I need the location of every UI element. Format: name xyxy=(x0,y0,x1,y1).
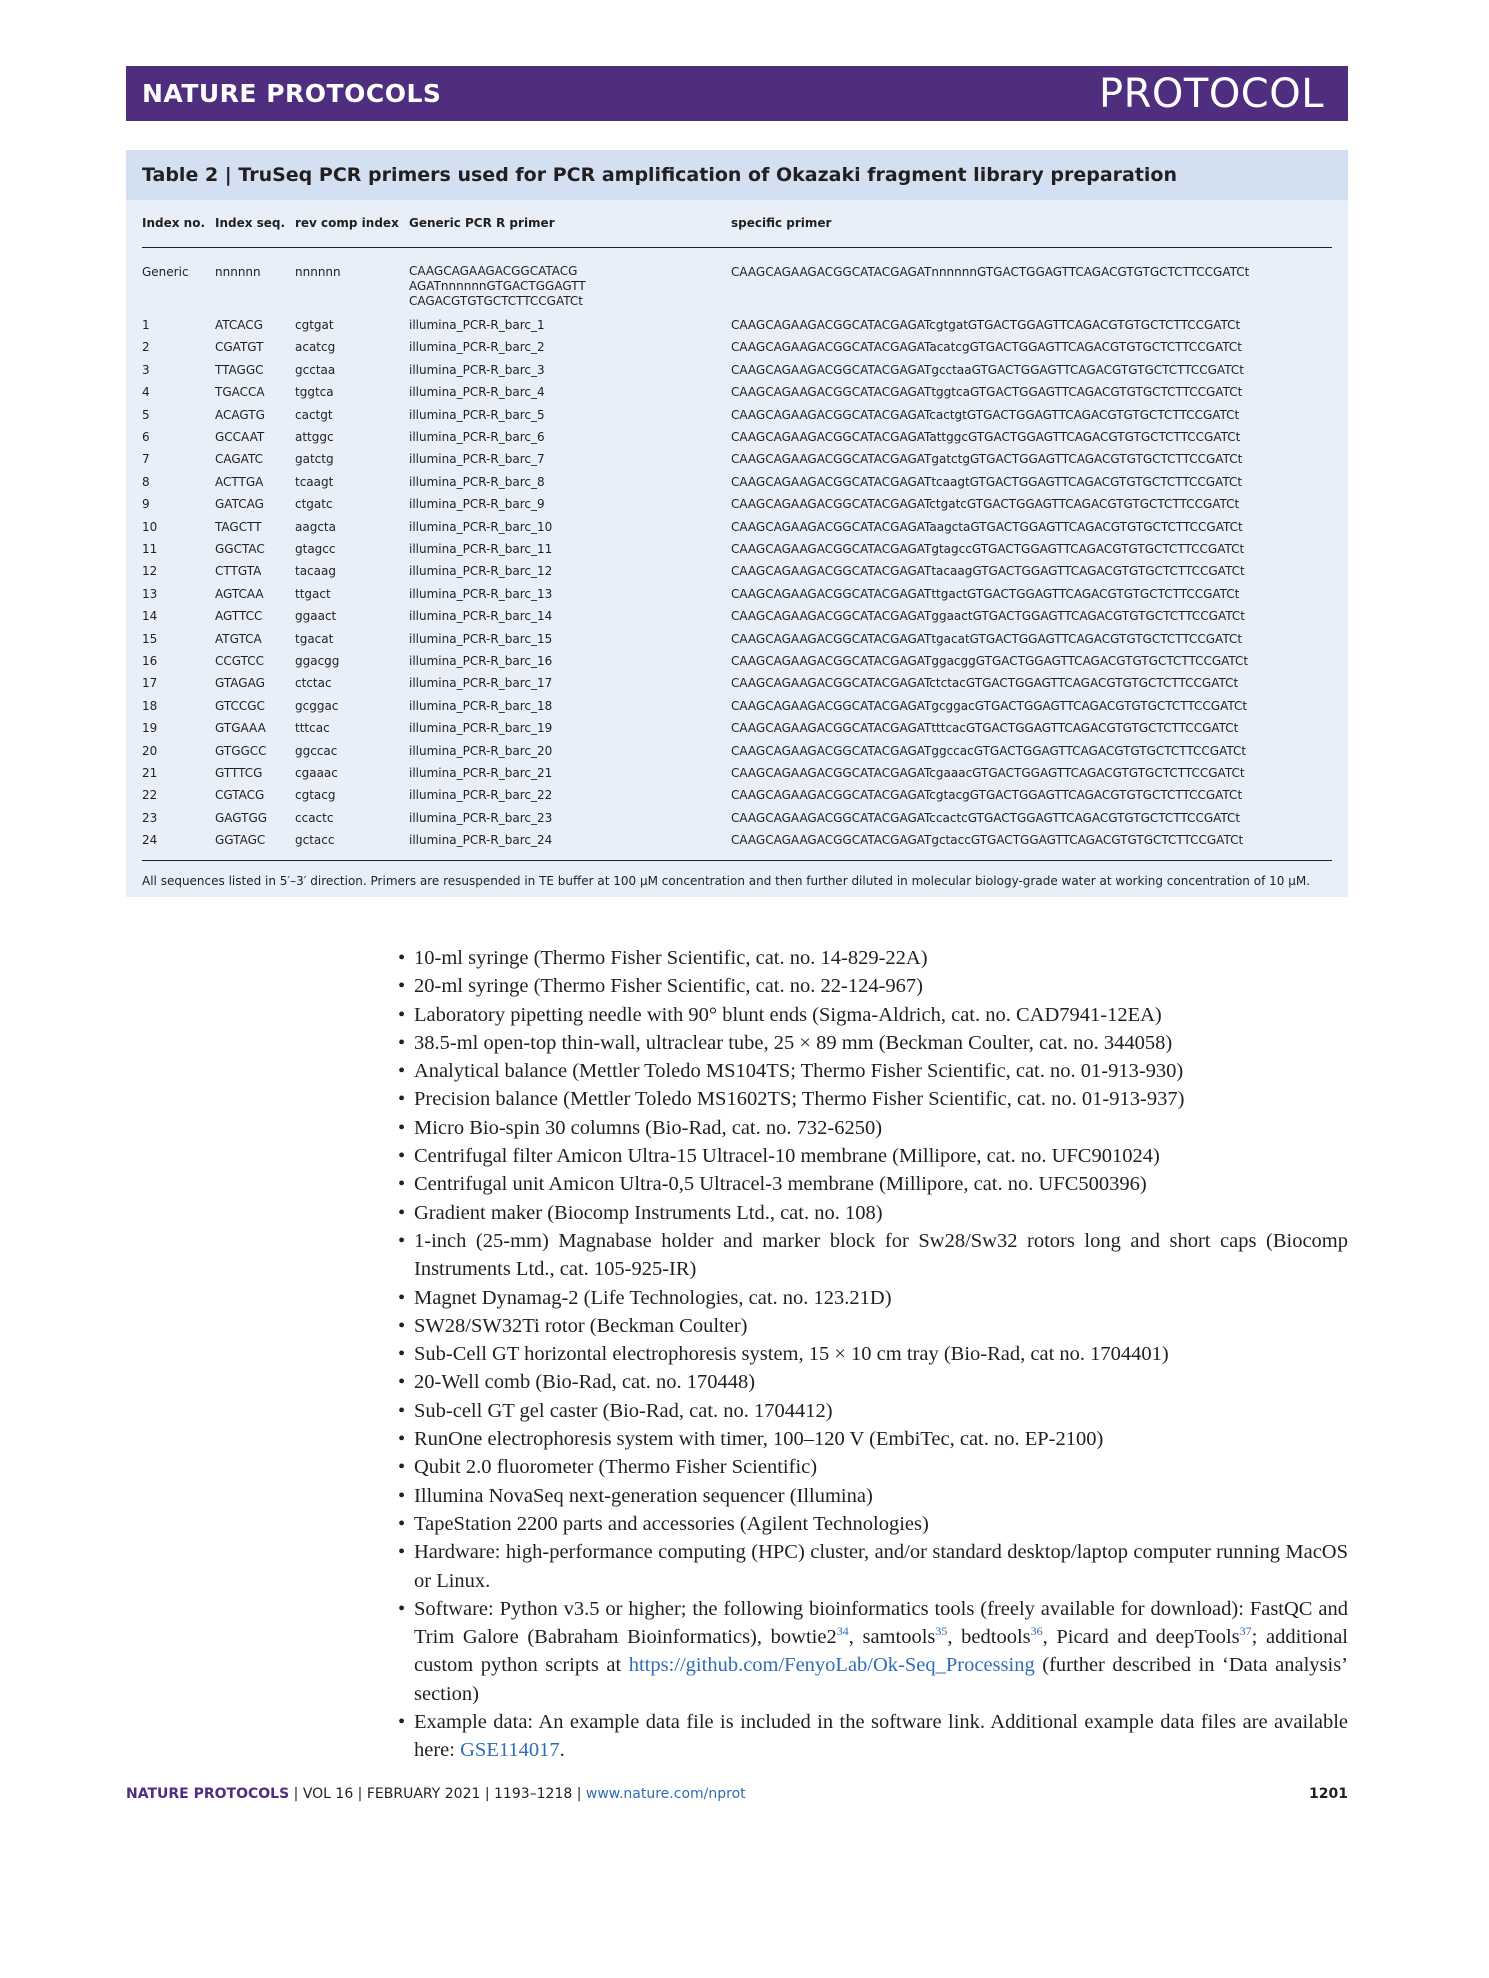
cell-rev-comp: ccactc xyxy=(295,810,334,825)
cell-specific-primer: CAAGCAGAAGACGGCATACGAGATggacggGTGACTGGAGTTCAGACGTGTGCTCTTCCGATCt xyxy=(731,654,1249,668)
cell-index-no: 12 xyxy=(142,564,158,579)
cell-rev-comp: gtagcc xyxy=(295,542,336,556)
cell-generic-primer: illumina_PCR-R_barc_12 xyxy=(409,564,553,579)
cell-rev-comp: gatctg xyxy=(295,452,334,467)
cell-generic-primer: illumina_PCR-R_barc_9 xyxy=(409,497,545,512)
list-item: • SW28/SW32Ti rotor (Beckman Coulter) xyxy=(398,1312,1348,1340)
cell-specific-primer: CAAGCAGAAGACGGCATACGAGATggaactGTGACTGGAGTTCAGACGTGTGCTCTTCCGATCt xyxy=(731,609,1245,624)
cell-index-no: 13 xyxy=(142,586,158,601)
cell-index-seq: GTGGCC xyxy=(215,743,267,758)
cell-rev-comp: gctacc xyxy=(295,833,335,848)
cell-specific-primer: CAAGCAGAAGACGGCATACGAGATacatcgGTGACTGGAGTTCAGACGTGTGCTCTTCCGATCt xyxy=(731,340,1242,355)
cell-index-seq: ACAGTG xyxy=(215,407,265,422)
col-header-specific-primer: specific primer xyxy=(731,216,832,230)
list-item: • TapeStation 2200 parts and accessories (Agilent Technologies) xyxy=(398,1510,1348,1538)
cell-generic-primer: illumina_PCR-R_barc_2 xyxy=(409,340,545,355)
cell-index-seq: GCCAAT xyxy=(215,430,265,444)
list-item: • Centrifugal unit Amicon Ultra-0,5 Ultracel-3 membrane (Millipore, cat. no. UFC500396) xyxy=(398,1170,1348,1198)
footer-journal: NATURE PROTOCOLS xyxy=(126,1786,290,1802)
cell-specific-primer: CAAGCAGAAGACGGCATACGAGATgatctgGTGACTGGAGTTCAGACGTGTGCTCTTCCGATCt xyxy=(731,452,1243,467)
cell-index-no: 2 xyxy=(142,340,150,355)
cell-index-no: 9 xyxy=(142,497,150,512)
cell-index-no: 20 xyxy=(142,743,158,758)
cell-index-no: 15 xyxy=(142,631,158,646)
list-item: • 20-ml syringe (Thermo Fisher Scientific, cat. no. 22-124-967) xyxy=(398,972,1348,1000)
cell-rev-comp: tggtca xyxy=(295,385,334,400)
cell-generic-primer: illumina_PCR-R_barc_20 xyxy=(409,743,553,758)
cell-specific-primer: CAAGCAGAAGACGGCATACGAGATtttcacGTGACTGGAGTTCAGACGTGTGCTCTTCCGATCt xyxy=(731,721,1239,736)
journal-header-bar xyxy=(126,66,1348,121)
cell-generic-primer: illumina_PCR-R_barc_23 xyxy=(409,810,553,825)
cell-specific-primer: CAAGCAGAAGACGGCATACGAGATggccacGTGACTGGAGTTCAGACGTGTGCTCTTCCGATCt xyxy=(731,743,1247,758)
cell-index-seq: ATCACG xyxy=(215,318,263,332)
example-text: Example data: An example data file is included in the software link. Additional example data files are available here: xyxy=(414,1711,1348,1762)
col-header-rev-comp: rev comp index xyxy=(295,216,399,230)
table-footnote: All sequences listed in 5′–3′ direction. Primers are resuspended in TE buffer at 100 μM concentration and then further diluted in molecular biology-grade water at working concentration of 10 μM. xyxy=(142,874,1310,888)
cell-rev-comp: attggc xyxy=(295,430,334,444)
footer-volume: VOL 16 xyxy=(302,1786,354,1802)
cell-generic-primer: illumina_PCR-R_barc_22 xyxy=(409,788,553,803)
cell-specific-primer: CAAGCAGAAGACGGCATACGAGATaagctaGTGACTGGAGTTCAGACGTGTGCTCTTCCGATCt xyxy=(731,519,1243,534)
software-text: , samtools xyxy=(848,1626,936,1649)
cell-specific-primer: CAAGCAGAAGACGGCATACGAGATtggtcaGTGACTGGAGTTCAGACGTGTGCTCTTCCGATCt xyxy=(731,385,1243,400)
software-list-item xyxy=(398,1595,1348,1708)
cell-generic-primer: illumina_PCR-R_barc_24 xyxy=(409,833,553,848)
cell-generic-primer: illumina_PCR-R_barc_1 xyxy=(409,318,545,332)
software-text: Software: Python v3.5 or higher; the following bioinformatics tools (freely available for download): FastQC and Trim Galore (Babraham Bioinformatics), bowtie2 xyxy=(414,1597,1348,1649)
cell-rev-comp: cactgt xyxy=(295,407,333,422)
generic-index-no: Generic xyxy=(142,265,189,279)
cell-generic-primer: illumina_PCR-R_barc_18 xyxy=(409,698,553,713)
footer-url[interactable]: www.nature.com/nprot xyxy=(585,1786,746,1802)
table-bottom-rule xyxy=(142,860,1332,861)
cell-rev-comp: tacaag xyxy=(295,564,336,579)
list-item: • Sub-Cell GT horizontal electrophoresis system, 15 × 10 cm tray (Bio-Rad, cat no. 1704401) xyxy=(398,1340,1348,1368)
col-header-generic-primer: Generic PCR R primer xyxy=(409,216,555,230)
software-text: ; additional custom python scripts at xyxy=(414,1626,1348,1677)
software-text: , Picard and deepTools xyxy=(1042,1626,1240,1649)
cell-index-seq: GTCCGC xyxy=(215,698,265,713)
cell-generic-primer: illumina_PCR-R_barc_5 xyxy=(409,407,545,422)
cell-index-no: 3 xyxy=(142,362,150,377)
cell-generic-primer: illumina_PCR-R_barc_10 xyxy=(409,519,553,534)
cell-generic-primer: illumina_PCR-R_barc_21 xyxy=(409,766,553,780)
cell-index-seq: ATGTCA xyxy=(215,631,262,646)
footer-pages: 1193–1218 xyxy=(494,1786,573,1802)
example-data-list-item xyxy=(398,1708,1348,1765)
cell-generic-primer: illumina_PCR-R_barc_3 xyxy=(409,362,545,377)
cell-generic-primer: illumina_PCR-R_barc_15 xyxy=(409,631,553,646)
list-item: • Micro Bio-spin 30 columns (Bio-Rad, cat. no. 732-6250) xyxy=(398,1114,1348,1142)
cell-generic-primer: illumina_PCR-R_barc_19 xyxy=(409,721,553,736)
cell-index-seq: GATCAG xyxy=(215,497,264,512)
cell-index-no: 4 xyxy=(142,385,150,400)
cell-specific-primer: CAAGCAGAAGACGGCATACGAGATctgatcGTGACTGGAGTTCAGACGTGTGCTCTTCCGATCt xyxy=(731,497,1240,512)
cell-generic-primer: illumina_PCR-R_barc_6 xyxy=(409,430,545,444)
reference-36[interactable]: 36 xyxy=(1030,1624,1043,1639)
cell-generic-primer: illumina_PCR-R_barc_13 xyxy=(409,586,553,601)
generic-specific-primer: CAAGCAGAAGACGGCATACGAGATnnnnnnGTGACTGGAGTTCAGACGTGTGCTCTTCCGATCt xyxy=(731,265,1250,279)
cell-rev-comp: acatcg xyxy=(295,340,336,355)
list-item: • Gradient maker (Biocomp Instruments Ltd., cat. no. 108) xyxy=(398,1199,1348,1227)
document-type: PROTOCOL xyxy=(1098,71,1324,117)
table-header-rule xyxy=(142,247,1332,248)
cell-index-seq: GTGAAA xyxy=(215,721,266,736)
cell-rev-comp: tttcac xyxy=(295,721,330,736)
journal-name: NATURE PROTOCOLS xyxy=(142,79,442,108)
cell-rev-comp: aagcta xyxy=(295,519,336,534)
cell-index-seq: CCGTCC xyxy=(215,654,265,668)
geo-accession-link[interactable]: GSE114017 xyxy=(460,1739,560,1762)
cell-generic-primer: illumina_PCR-R_barc_8 xyxy=(409,474,545,489)
list-item: • Qubit 2.0 fluorometer (Thermo Fisher Scientific) xyxy=(398,1453,1348,1481)
cell-generic-primer: illumina_PCR-R_barc_11 xyxy=(409,542,553,556)
cell-index-no: 19 xyxy=(142,721,158,736)
col-header-index-no: Index no. xyxy=(142,216,205,230)
list-item: • Hardware: high-performance computing (HPC) cluster, and/or standard desktop/laptop computer running MacOS or Linux. xyxy=(398,1538,1348,1595)
cell-index-no: 11 xyxy=(142,542,158,556)
page-footer: NATURE PROTOCOLS | VOL 16 | FEBRUARY 2021 | 1193–1218 | www.nature.com/nprot 1201 xyxy=(126,1786,1348,1802)
cell-specific-primer: CAAGCAGAAGACGGCATACGAGATtcaagtGTGACTGGAGTTCAGACGTGTGCTCTTCCGATCt xyxy=(731,474,1243,489)
cell-specific-primer: CAAGCAGAAGACGGCATACGAGATgcggacGTGACTGGAGTTCAGACGTGTGCTCTTCCGATCt xyxy=(731,698,1248,713)
cell-rev-comp: ggccac xyxy=(295,743,338,758)
cell-specific-primer: CAAGCAGAAGACGGCATACGAGATtacaagGTGACTGGAGTTCAGACGTGTGCTCTTCCGATCt xyxy=(731,564,1245,579)
cell-generic-primer: illumina_PCR-R_barc_14 xyxy=(409,609,553,624)
list-item: • 38.5-ml open-top thin-wall, ultraclear tube, 25 × 89 mm (Beckman Coulter, cat. no. 344058) xyxy=(398,1029,1348,1057)
cell-rev-comp: ttgact xyxy=(295,586,331,601)
example-text: . xyxy=(559,1739,565,1762)
cell-specific-primer: CAAGCAGAAGACGGCATACGAGATcgtgatGTGACTGGAGTTCAGACGTGTGCTCTTCCGATCt xyxy=(731,318,1241,332)
reference-37[interactable]: 37 xyxy=(1239,1624,1252,1639)
cell-specific-primer: CAAGCAGAAGACGGCATACGAGATcgtacgGTGACTGGAGTTCAGACGTGTGCTCTTCCGATCt xyxy=(731,788,1243,803)
cell-specific-primer: CAAGCAGAAGACGGCATACGAGATgctaccGTGACTGGAGTTCAGACGTGTGCTCTTCCGATCt xyxy=(731,833,1244,848)
cell-index-seq: TTAGGC xyxy=(215,362,264,377)
cell-rev-comp: gcctaa xyxy=(295,362,336,377)
list-item: • Magnet Dynamag-2 (Life Technologies, cat. no. 123.21D) xyxy=(398,1284,1348,1312)
cell-index-seq: GGCTAC xyxy=(215,542,265,556)
cell-index-seq: AGTCAA xyxy=(215,586,264,601)
cell-specific-primer: CAAGCAGAAGACGGCATACGAGATtgacatGTGACTGGAGTTCAGACGTGTGCTCTTCCGATCt xyxy=(731,631,1243,646)
list-item: • Analytical balance (Mettler Toledo MS104TS; Thermo Fisher Scientific, cat. no. 01-913-930) xyxy=(398,1057,1348,1085)
cell-index-no: 8 xyxy=(142,474,150,489)
cell-rev-comp: ctctac xyxy=(295,676,332,691)
cell-rev-comp: cgtgat xyxy=(295,318,334,332)
cell-index-no: 24 xyxy=(142,833,158,848)
cell-index-seq: GTTTCG xyxy=(215,766,263,780)
list-item: • Laboratory pipetting needle with 90° blunt ends (Sigma-Aldrich, cat. no. CAD7941-12EA) xyxy=(398,1001,1348,1029)
cell-specific-primer: CAAGCAGAAGACGGCATACGAGATgtagccGTGACTGGAGTTCAGACGTGTGCTCTTCCGATCt xyxy=(731,542,1245,556)
cell-rev-comp: cgtacg xyxy=(295,788,336,803)
cell-specific-primer: CAAGCAGAAGACGGCATACGAGATattggcGTGACTGGAGTTCAGACGTGTGCTCTTCCGATCt xyxy=(731,430,1241,444)
cell-index-no: 22 xyxy=(142,788,158,803)
cell-index-seq: CAGATC xyxy=(215,452,263,467)
table-title: Table 2 | TruSeq PCR primers used for PCR amplification of Okazaki fragment library preparation xyxy=(142,164,1178,186)
cell-generic-primer: illumina_PCR-R_barc_16 xyxy=(409,654,553,668)
cell-index-seq: GTAGAG xyxy=(215,676,265,691)
list-item: • Sub-cell GT gel caster (Bio-Rad, cat. no. 1704412) xyxy=(398,1397,1348,1425)
cell-index-no: 6 xyxy=(142,430,150,444)
table-title-bar xyxy=(126,150,1348,200)
generic-pcr-primer: CAAGCAGAAGACGGCATACG AGATnnnnnnGTGACTGGAGTT CAGACGTGTGCTCTTCCGATCt xyxy=(409,264,586,308)
cell-index-seq: AGTTCC xyxy=(215,609,263,624)
cell-index-seq: GAGTGG xyxy=(215,810,268,825)
cell-generic-primer: illumina_PCR-R_barc_7 xyxy=(409,452,545,467)
equipment-list xyxy=(398,944,1348,1765)
cell-index-no: 5 xyxy=(142,407,150,422)
reference-35[interactable]: 35 xyxy=(935,1624,948,1639)
cell-index-seq: TAGCTT xyxy=(215,519,262,534)
list-item: • 10-ml syringe (Thermo Fisher Scientific, cat. no. 14-829-22A) xyxy=(398,944,1348,972)
list-item: • Illumina NovaSeq next-generation sequencer (Illumina) xyxy=(398,1482,1348,1510)
cell-index-seq: CTTGTA xyxy=(215,564,262,579)
cell-rev-comp: ggacgg xyxy=(295,654,340,668)
cell-index-no: 10 xyxy=(142,519,158,534)
cell-index-seq: TGACCA xyxy=(215,385,265,400)
cell-rev-comp: ctgatc xyxy=(295,497,333,512)
primer-table xyxy=(126,150,1348,897)
list-item: • Centrifugal filter Amicon Ultra-15 Ultracel-10 membrane (Millipore, cat. no. UFC901024) xyxy=(398,1142,1348,1170)
cell-index-no: 1 xyxy=(142,318,150,332)
footer-date: FEBRUARY 2021 xyxy=(366,1786,481,1802)
list-item: • 20-Well comb (Bio-Rad, cat. no. 170448) xyxy=(398,1368,1348,1396)
cell-index-no: 21 xyxy=(142,766,158,780)
list-item: • Precision balance (Mettler Toledo MS1602TS; Thermo Fisher Scientific, cat. no. 01-913-937) xyxy=(398,1085,1348,1113)
cell-generic-primer: illumina_PCR-R_barc_17 xyxy=(409,676,553,691)
col-header-index-seq: Index seq. xyxy=(215,216,286,230)
cell-index-seq: GGTAGC xyxy=(215,833,266,848)
generic-rev-comp: nnnnnn xyxy=(295,265,341,279)
cell-index-seq: ACTTGA xyxy=(215,474,264,489)
cell-rev-comp: tcaagt xyxy=(295,474,334,489)
cell-specific-primer: CAAGCAGAAGACGGCATACGAGATcgaaacGTGACTGGAGTTCAGACGTGTGCTCTTCCGATCt xyxy=(731,766,1245,780)
cell-index-no: 18 xyxy=(142,698,158,713)
generic-index-seq: nnnnnn xyxy=(215,265,261,279)
list-item: • 1-inch (25-mm) Magnabase holder and marker block for Sw28/Sw32 rotors long and short caps (Biocomp Instruments Ltd., cat. 105-925-IR) xyxy=(398,1227,1348,1284)
cell-specific-primer: CAAGCAGAAGACGGCATACGAGATttgactGTGACTGGAGTTCAGACGTGTGCTCTTCCGATCt xyxy=(731,586,1240,601)
cell-index-no: 23 xyxy=(142,810,158,825)
cell-index-seq: CGTACG xyxy=(215,788,265,803)
cell-rev-comp: tgacat xyxy=(295,631,334,646)
cell-specific-primer: CAAGCAGAAGACGGCATACGAGATccactcGTGACTGGAGTTCAGACGTGTGCTCTTCCGATCt xyxy=(731,810,1241,825)
software-text: , bedtools xyxy=(947,1626,1031,1649)
cell-specific-primer: CAAGCAGAAGACGGCATACGAGATctctacGTGACTGGAGTTCAGACGTGTGCTCTTCCGATCt xyxy=(731,676,1239,691)
software-text: (further described in ‘Data analysis’ section) xyxy=(414,1654,1348,1705)
cell-index-no: 14 xyxy=(142,609,158,624)
page-number: 1201 xyxy=(1309,1786,1348,1802)
cell-index-no: 17 xyxy=(142,676,158,691)
github-link[interactable]: https://github.com/FenyoLab/Ok-Seq_Processing xyxy=(628,1654,1035,1677)
cell-index-no: 16 xyxy=(142,654,158,668)
cell-index-seq: CGATGT xyxy=(215,340,264,355)
cell-specific-primer: CAAGCAGAAGACGGCATACGAGATcactgtGTGACTGGAGTTCAGACGTGTGCTCTTCCGATCt xyxy=(731,407,1240,422)
cell-rev-comp: ggaact xyxy=(295,609,337,624)
cell-index-no: 7 xyxy=(142,452,150,467)
list-item: • RunOne electrophoresis system with timer, 100–120 V (EmbiTec, cat. no. EP-2100) xyxy=(398,1425,1348,1453)
cell-rev-comp: cgaaac xyxy=(295,766,338,780)
cell-specific-primer: CAAGCAGAAGACGGCATACGAGATgcctaaGTGACTGGAGTTCAGACGTGTGCTCTTCCGATCt xyxy=(731,362,1244,377)
cell-generic-primer: illumina_PCR-R_barc_4 xyxy=(409,385,545,400)
reference-34[interactable]: 34 xyxy=(836,1624,849,1639)
cell-rev-comp: gcggac xyxy=(295,698,339,713)
